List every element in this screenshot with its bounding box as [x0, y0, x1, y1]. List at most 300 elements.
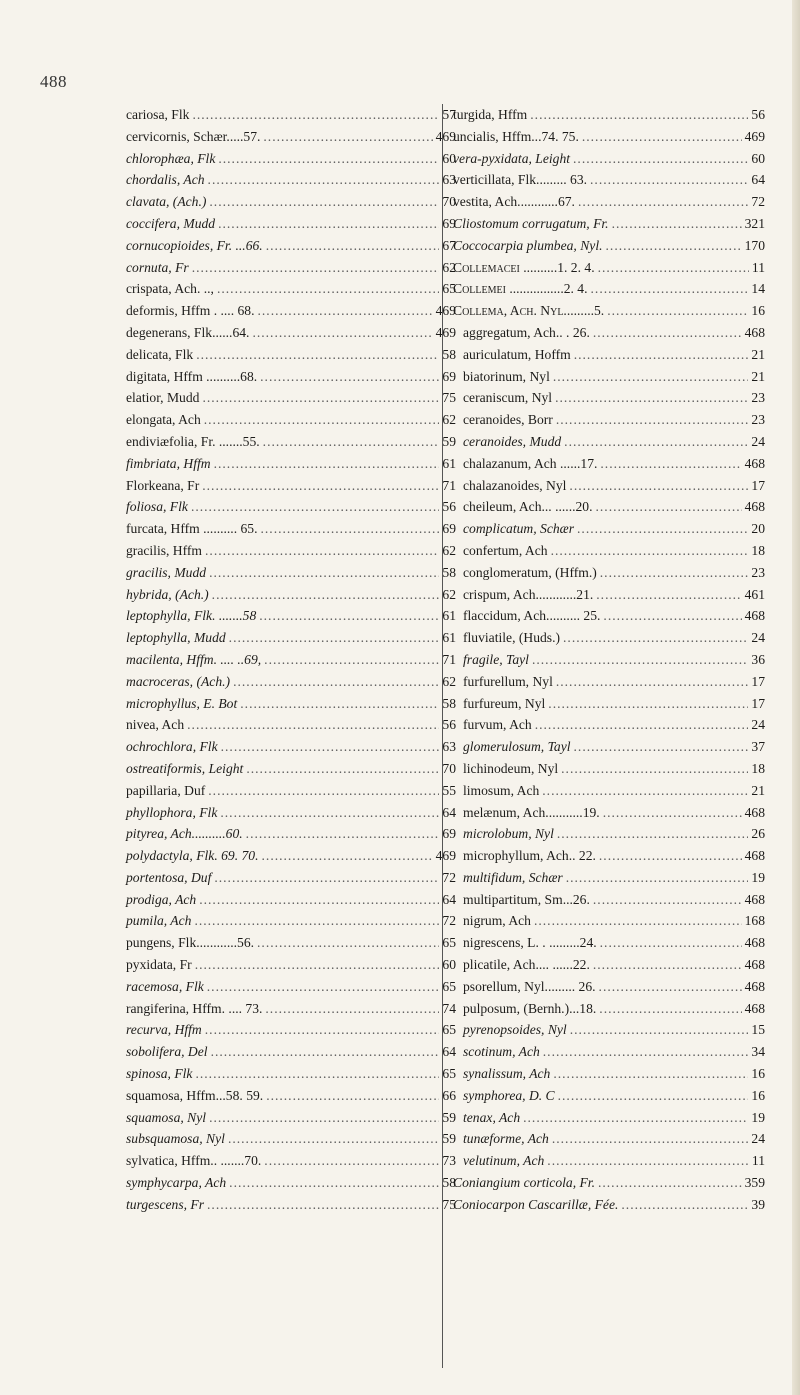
entry-name: furfurellum, Nyl	[463, 673, 553, 689]
index-entry	[453, 627, 765, 649]
index-entry	[126, 1128, 456, 1150]
entry-page-number: 65	[442, 1022, 456, 1038]
entry-name: turgescens, Fr	[126, 1196, 205, 1212]
entry-name: flaccidum, Ach.......... 25.	[463, 608, 601, 624]
dot-leader	[574, 344, 749, 366]
dot-leader	[263, 431, 440, 453]
index-entry	[126, 1194, 456, 1216]
entry-page-number: 70	[442, 194, 456, 210]
entry-page-number: 469	[435, 848, 456, 864]
entry-name: portentosa, Duf	[126, 869, 212, 885]
dot-leader	[547, 1150, 749, 1172]
entry-name: microphyllus, E. Bot	[126, 695, 238, 711]
entry-page-number: 20	[751, 521, 765, 537]
dot-leader	[257, 932, 439, 954]
dot-leader	[258, 300, 433, 322]
entry-page-number: 19	[751, 1109, 765, 1125]
dot-leader	[192, 257, 440, 279]
index-entry	[126, 758, 456, 780]
dot-leader	[596, 496, 742, 518]
dot-leader	[593, 322, 742, 344]
dot-leader	[543, 1041, 749, 1063]
page-edge	[792, 0, 800, 1395]
entry-page-number: 61	[442, 608, 456, 624]
entry-page-number: 58	[442, 564, 456, 580]
index-entry	[453, 366, 765, 388]
entry-page-number: 16	[751, 303, 765, 319]
entry-name: limosum, Ach	[463, 782, 540, 798]
index-entry	[126, 736, 456, 758]
entry-name: scotinum, Ach	[463, 1044, 540, 1060]
index-entry	[126, 823, 456, 845]
entry-name: fimbriata, Hffm	[126, 455, 211, 471]
entry-name: lichinodeum, Nyl	[463, 760, 559, 776]
entry-name: macroceras, (Ach.)	[126, 673, 231, 689]
entry-name: gracilis, Mudd	[126, 564, 207, 580]
index-entry	[453, 235, 765, 257]
entry-name: foliosa, Flk	[126, 499, 188, 515]
dot-leader	[196, 344, 439, 366]
index-entry	[453, 932, 765, 954]
dot-leader	[191, 496, 439, 518]
index-entry	[126, 540, 456, 562]
index-entry	[126, 191, 456, 213]
index-entry	[453, 169, 765, 191]
index-entry	[126, 1107, 456, 1129]
index-entry	[126, 1041, 456, 1063]
entry-page-number: 69	[442, 826, 456, 842]
entry-page-number: 55	[442, 782, 456, 798]
entry-page-number: 24	[751, 717, 765, 733]
index-entry	[453, 780, 765, 802]
index-entry	[453, 1172, 765, 1194]
index-entry	[126, 627, 456, 649]
entry-name: Cliostomum corrugatum, Fr.	[453, 215, 609, 231]
dot-leader	[590, 169, 748, 191]
entry-name: cariosa, Flk	[126, 107, 190, 122]
entry-page-number: 60	[751, 150, 765, 166]
dot-leader	[212, 584, 440, 606]
index-entry	[453, 278, 765, 300]
entry-page-number: 61	[442, 630, 456, 646]
entry-name: ochrochlora, Flk	[126, 739, 218, 755]
entry-page-number: 469	[744, 128, 765, 144]
entry-page-number: 359	[744, 1175, 765, 1191]
dot-leader	[582, 126, 742, 148]
index-entry	[453, 714, 765, 736]
index-entry	[453, 475, 765, 497]
dot-leader	[523, 1107, 748, 1129]
entry-name: vestita, Ach............67.	[453, 194, 575, 210]
dot-leader	[266, 235, 440, 257]
entry-name: furvum, Ach	[463, 717, 532, 733]
entry-page-number: 65	[442, 281, 456, 297]
index-entry	[453, 1041, 765, 1063]
index-entry	[126, 910, 456, 932]
dot-leader	[563, 627, 748, 649]
entry-page-number: 23	[751, 412, 765, 428]
dot-leader	[262, 845, 433, 867]
entry-page-number: 64	[442, 804, 456, 820]
entry-page-number: 65	[442, 935, 456, 951]
entry-page-number: 21	[751, 368, 765, 384]
entry-name: clavata, (Ach.)	[126, 194, 207, 210]
entry-page-number: 56	[751, 107, 765, 122]
index-entry	[126, 1019, 456, 1041]
dot-leader	[603, 802, 742, 824]
index-entry	[453, 518, 765, 540]
entry-page-number: 72	[751, 194, 765, 210]
dot-leader	[209, 191, 439, 213]
dot-leader	[217, 278, 439, 300]
index-entry	[126, 300, 456, 322]
entry-name: chlorophæa, Flk	[126, 150, 216, 166]
entry-page-number: 58	[442, 695, 456, 711]
entry-name: pyxidata, Fr	[126, 957, 192, 973]
dot-leader	[558, 1085, 749, 1107]
dot-leader	[187, 714, 439, 736]
dot-leader	[569, 475, 748, 497]
entry-name: prodiga, Ach	[126, 891, 197, 907]
entry-page-number: 17	[751, 695, 765, 711]
dot-leader	[209, 562, 439, 584]
entry-page-number: 468	[744, 608, 765, 624]
entry-name: nigrum, Ach	[463, 913, 531, 929]
index-entry	[453, 322, 765, 344]
entry-name: coccifera, Mudd	[126, 215, 216, 231]
index-entry	[126, 845, 456, 867]
dot-leader	[556, 671, 749, 693]
entry-page-number: 168	[744, 913, 765, 929]
dot-leader	[564, 431, 748, 453]
entry-name: racemosa, Flk	[126, 978, 204, 994]
entry-page-number: 63	[442, 172, 456, 188]
dot-leader	[207, 1194, 439, 1216]
entry-page-number: 59	[442, 433, 456, 449]
index-entry	[126, 387, 456, 409]
dot-leader	[603, 605, 741, 627]
index-entry	[126, 605, 456, 627]
entry-name: cervicornis, Schær.....57.	[126, 128, 261, 144]
index-entry	[126, 409, 456, 431]
dot-leader	[211, 1041, 440, 1063]
dot-leader	[542, 780, 748, 802]
entry-page-number: 65	[442, 978, 456, 994]
entry-name: biatorinum, Nyl	[463, 368, 550, 384]
index-entry	[453, 823, 765, 845]
dot-leader	[596, 584, 741, 606]
entry-page-number: 64	[442, 891, 456, 907]
entry-page-number: 24	[751, 433, 765, 449]
dot-leader	[570, 1019, 749, 1041]
index-entry	[126, 976, 456, 998]
entry-name: Coniocarpon Cascarillæ, Fée.	[453, 1196, 619, 1212]
entry-page-number: 18	[751, 542, 765, 558]
dot-leader	[246, 823, 440, 845]
entry-name: Collema, Ach. Nyl.........5.	[453, 303, 605, 319]
dot-leader	[202, 475, 439, 497]
index-entry	[453, 409, 765, 431]
dot-leader	[599, 845, 742, 867]
entry-name: squamosa, Nyl	[126, 1109, 207, 1125]
dot-leader	[552, 1128, 749, 1150]
index-entry	[453, 148, 765, 170]
entry-page-number: 71	[442, 651, 456, 667]
entry-name: phyllophora, Flk	[126, 804, 218, 820]
dot-leader	[252, 322, 432, 344]
entry-page-number: 37	[751, 739, 765, 755]
dot-leader	[599, 976, 742, 998]
entry-page-number: 64	[751, 172, 765, 188]
dot-leader	[553, 366, 749, 388]
dot-leader	[220, 802, 439, 824]
index-entry	[126, 518, 456, 540]
entry-page-number: 21	[751, 782, 765, 798]
dot-leader	[208, 169, 440, 191]
entry-page-number: 16	[751, 1087, 765, 1103]
entry-name: tunæforme, Ach	[463, 1131, 549, 1147]
entry-page-number: 26	[751, 826, 765, 842]
dot-leader	[534, 910, 742, 932]
entry-name: degenerans, Flk......64.	[126, 324, 250, 340]
entry-page-number: 62	[442, 542, 456, 558]
index-entry	[126, 802, 456, 824]
index-column-right	[442, 104, 765, 1368]
entry-name: delicata, Flk	[126, 346, 194, 362]
dot-leader	[214, 453, 440, 475]
entry-page-number: 14	[751, 281, 765, 297]
entry-page-number: 58	[442, 346, 456, 362]
dot-leader	[218, 213, 439, 235]
entry-page-number: 468	[744, 957, 765, 973]
entry-page-number: 63	[442, 739, 456, 755]
index-entry	[126, 235, 456, 257]
index-entry	[453, 693, 765, 715]
entry-page-number: 321	[744, 215, 765, 231]
entry-page-number: 17	[751, 673, 765, 689]
entry-page-number: 468	[744, 499, 765, 515]
dot-leader	[265, 998, 439, 1020]
entry-page-number: 70	[442, 760, 456, 776]
dot-leader	[532, 649, 748, 671]
dot-leader	[214, 867, 439, 889]
entry-name: pulposum, (Bernh.)...18.	[463, 1000, 597, 1016]
entry-name: chordalis, Ach	[126, 172, 205, 188]
index-column-left	[126, 104, 456, 1368]
entry-name: pityrea, Ach..........60.	[126, 826, 243, 842]
entry-page-number: 24	[751, 1131, 765, 1147]
entry-name: hybrida, (Ach.)	[126, 586, 209, 602]
entry-page-number: 72	[442, 869, 456, 885]
entry-page-number: 56	[442, 499, 456, 515]
index-entry	[126, 322, 456, 344]
entry-page-number: 69	[442, 521, 456, 537]
index-entry	[453, 213, 765, 235]
entry-page-number: 56	[442, 717, 456, 733]
index-entry	[126, 148, 456, 170]
entry-name: ostreatiformis, Leight	[126, 760, 244, 776]
entry-name: cornucopioides, Fr. ...66.	[126, 237, 263, 253]
index-entry	[126, 649, 456, 671]
index-entry	[453, 1063, 765, 1085]
entry-page-number: 60	[442, 150, 456, 166]
dot-leader	[557, 823, 749, 845]
entry-name: nivea, Ach	[126, 717, 185, 733]
index-entry	[126, 714, 456, 736]
index-entry	[126, 671, 456, 693]
entry-name: psorellum, Nyl......... 26.	[463, 978, 596, 994]
entry-name: cornuta, Fr	[126, 259, 189, 275]
dot-leader	[229, 627, 440, 649]
index-entry	[453, 1128, 765, 1150]
dot-leader	[600, 932, 742, 954]
dot-leader	[573, 148, 748, 170]
entry-name: Collemacei ..........1. 2. 4.	[453, 259, 595, 275]
entry-page-number: 468	[744, 935, 765, 951]
entry-page-number: 469	[435, 303, 456, 319]
dot-leader	[578, 191, 748, 213]
dot-leader	[263, 126, 432, 148]
dot-leader	[192, 104, 439, 126]
entry-page-number: 66	[442, 1087, 456, 1103]
index-entry	[453, 954, 765, 976]
entry-name: sobolifera, Del	[126, 1044, 208, 1060]
index-entry	[453, 1107, 765, 1129]
entry-page-number: 73	[442, 1153, 456, 1169]
entry-page-number: 468	[744, 1000, 765, 1016]
entry-name: ceraniscum, Nyl	[463, 390, 553, 406]
entry-page-number: 19	[751, 869, 765, 885]
dot-leader	[233, 671, 439, 693]
index-entry	[453, 867, 765, 889]
dot-leader	[553, 1063, 748, 1085]
entry-page-number: 69	[442, 368, 456, 384]
entry-name: microlobum, Nyl	[463, 826, 554, 842]
index-entry	[126, 889, 456, 911]
index-entry	[453, 605, 765, 627]
index-entry	[453, 845, 765, 867]
index-entry	[126, 998, 456, 1020]
entry-name: chalazanoides, Nyl	[463, 477, 567, 493]
entry-name: endiviæfolia, Fr. .......55.	[126, 433, 260, 449]
dot-leader	[577, 518, 748, 540]
entry-name: verticillata, Flk......... 63.	[453, 172, 588, 188]
dot-leader	[551, 540, 749, 562]
index-entry	[453, 496, 765, 518]
dot-leader	[228, 1128, 439, 1150]
entry-name: confertum, Ach	[463, 542, 548, 558]
dot-leader	[264, 1150, 439, 1172]
entry-page-number: 468	[744, 978, 765, 994]
page-number: 488	[40, 72, 67, 91]
entry-name: chalazanum, Ach ......17.	[463, 455, 598, 471]
index-entry	[453, 1019, 765, 1041]
index-entry	[126, 344, 456, 366]
entry-name: aggregatum, Ach.. . 26.	[463, 324, 590, 340]
index-entry	[126, 126, 456, 148]
dot-leader	[195, 1063, 439, 1085]
entry-name: auriculatum, Hoffm	[463, 346, 571, 362]
entry-name: squamosa, Hffm...58. 59.	[126, 1087, 264, 1103]
dot-leader	[591, 278, 749, 300]
entry-page-number: 39	[751, 1196, 765, 1212]
entry-name: symphorea, D. C	[463, 1087, 555, 1103]
entry-name: leptophylla, Flk. .......58	[126, 608, 257, 624]
entry-page-number: 24	[751, 630, 765, 646]
dot-leader	[202, 387, 439, 409]
index-entry	[126, 562, 456, 584]
index-entry	[453, 671, 765, 693]
index-entry	[453, 387, 765, 409]
dot-leader	[600, 562, 749, 584]
index-entry	[453, 910, 765, 932]
entry-name: subsquamosa, Nyl	[126, 1131, 225, 1147]
index-entry	[126, 584, 456, 606]
dot-leader	[205, 1019, 440, 1041]
entry-name: polydactyla, Flk. 69. 70.	[126, 848, 259, 864]
entry-name: uncialis, Hffm...74. 75.	[453, 128, 579, 144]
dot-leader	[264, 649, 439, 671]
entry-name: turgida, Hffm	[453, 107, 528, 122]
entry-page-number: 67	[442, 237, 456, 253]
dot-leader	[599, 998, 741, 1020]
dot-leader	[600, 453, 741, 475]
entry-page-number: 468	[744, 804, 765, 820]
entry-page-number: 57	[442, 107, 456, 122]
dot-leader	[260, 366, 439, 388]
dot-leader	[204, 409, 440, 431]
index-entry	[453, 976, 765, 998]
index-entry	[126, 366, 456, 388]
entry-page-number: 16	[751, 1066, 765, 1082]
dot-leader	[205, 540, 439, 562]
entry-page-number: 62	[442, 673, 456, 689]
index-entry	[126, 693, 456, 715]
index-entry	[126, 169, 456, 191]
entry-page-number: 468	[744, 324, 765, 340]
entry-page-number: 62	[442, 586, 456, 602]
dot-leader	[606, 235, 742, 257]
entry-name: gracilis, Hffm	[126, 542, 203, 558]
index-entry	[126, 431, 456, 453]
index-entry	[453, 802, 765, 824]
entry-page-number: 65	[442, 1066, 456, 1082]
entry-name: rangiferina, Hffm. .... 73.	[126, 1000, 263, 1016]
index-entry	[453, 344, 765, 366]
entry-page-number: 72	[442, 913, 456, 929]
index-entry	[453, 1194, 765, 1216]
entry-page-number: 69	[442, 215, 456, 231]
entry-name: pungens, Flk............56.	[126, 935, 255, 951]
dot-leader	[199, 889, 439, 911]
entry-page-number: 170	[744, 237, 765, 253]
entry-page-number: 62	[442, 412, 456, 428]
index-entry	[126, 1085, 456, 1107]
entry-page-number: 468	[744, 848, 765, 864]
entry-name: elatior, Mudd	[126, 390, 200, 406]
index-entry	[126, 257, 456, 279]
entry-page-number: 469	[435, 128, 456, 144]
entry-name: fluviatile, (Huds.)	[463, 630, 561, 646]
index-entry	[453, 104, 765, 126]
index-entry	[453, 649, 765, 671]
entry-name: multipartitum, Sm...26.	[463, 891, 590, 907]
dot-leader	[259, 605, 439, 627]
index-entry	[453, 126, 765, 148]
dot-leader	[246, 758, 439, 780]
entry-name: nigrescens, L. . .........24.	[463, 935, 597, 951]
index-entry	[453, 191, 765, 213]
